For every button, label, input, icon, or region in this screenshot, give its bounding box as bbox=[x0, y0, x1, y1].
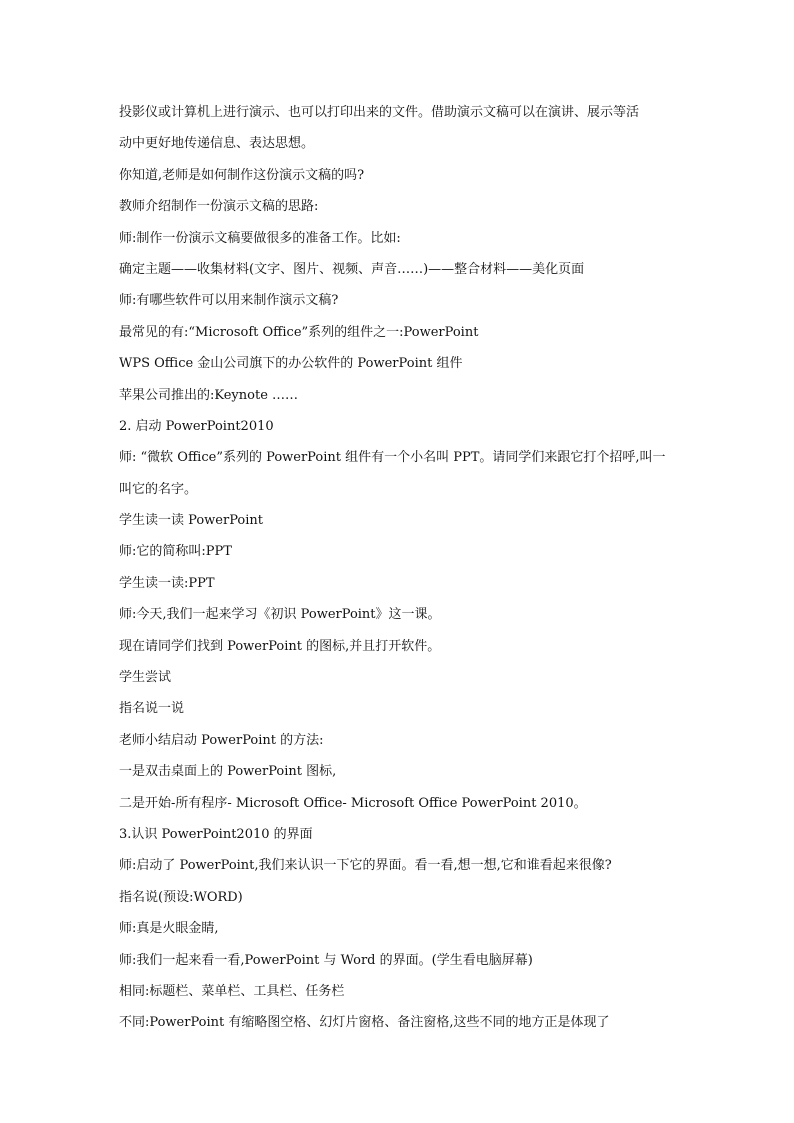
section-heading: 2. 启动 PowerPoint2010 bbox=[119, 418, 274, 434]
text-line: 师:启动了 PowerPoint,我们来认识一下它的界面。看一看,想一想,它和谁看起来很像? bbox=[119, 858, 612, 874]
text-line: 师:有哪些软件可以用来制作演示文稿? bbox=[119, 293, 339, 309]
text-line: 学生读一读 PowerPoint bbox=[119, 513, 264, 529]
text-line: 最常见的有:“Microsoft Office”系列的组件之一:PowerPoint bbox=[119, 324, 479, 340]
text-line: 一是双击桌面上的 PowerPoint 图标, bbox=[119, 764, 337, 780]
text-line: 师:我们一起来看一看,PowerPoint 与 Word 的界面。(学生看电脑屏幕) bbox=[119, 952, 533, 968]
text-line: 二是开始-所有程序- Microsoft Office- Microsoft Office PowerPoint 2010。 bbox=[119, 795, 587, 811]
text-line: 师:它的简称叫:PPT bbox=[119, 544, 232, 560]
text-line: 师:真是火眼金睛, bbox=[119, 921, 219, 937]
text-line: 你知道,老师是如何制作这份演示文稿的吗? bbox=[119, 167, 365, 183]
text-line: 动中更好地传递信息、表达思想。 bbox=[119, 136, 315, 152]
text-line: 学生尝试 bbox=[119, 670, 172, 686]
text-line: 叫它的名字。 bbox=[119, 481, 198, 497]
text-line: 师:今天,我们一起来学习《初识 PowerPoint》这一课。 bbox=[119, 607, 441, 623]
document-body bbox=[119, 97, 679, 1039]
text-line: 相同:标题栏、菜单栏、工具栏、任务栏 bbox=[119, 983, 345, 999]
text-line: 投影仪或计算机上进行演示、也可以打印出来的文件。借助演示文稿可以在演讲、展示等活 bbox=[119, 105, 640, 120]
text-line: 不同:PowerPoint 有缩略图空格、幻灯片窗格、备注窗格,这些不同的地方正是体现了 bbox=[119, 1015, 610, 1031]
text-line: 苹果公司推出的:Keynote …… bbox=[119, 387, 299, 403]
text-line: 现在请同学们找到 PowerPoint 的图标,并且打开软件。 bbox=[119, 638, 441, 654]
section-heading: 3.认识 PowerPoint2010 的界面 bbox=[119, 826, 313, 842]
text-line: 教师介绍制作一份演示文稿的思路: bbox=[119, 199, 319, 215]
text-line: 确定主题——收集材料(文字、图片、视频、声音……)——整合材料——美化页面 bbox=[119, 261, 585, 277]
text-line: WPS Office 金山公司旗下的办公软件的 PowerPoint 组件 bbox=[119, 356, 463, 372]
text-line: 师: “微软 Office”系列的 PowerPoint 组件有一个小名叫 PPT。请同学们来跟它打个招呼,叫一 bbox=[119, 450, 666, 466]
text-line: 老师小结启动 PowerPoint 的方法: bbox=[119, 732, 324, 748]
text-line: 指名说(预设:WORD) bbox=[119, 889, 243, 905]
text-line: 指名说一说 bbox=[119, 701, 185, 717]
text-line: 学生读一读:PPT bbox=[119, 575, 215, 591]
text-line: 师:制作一份演示文稿要做很多的准备工作。比如: bbox=[119, 230, 401, 246]
